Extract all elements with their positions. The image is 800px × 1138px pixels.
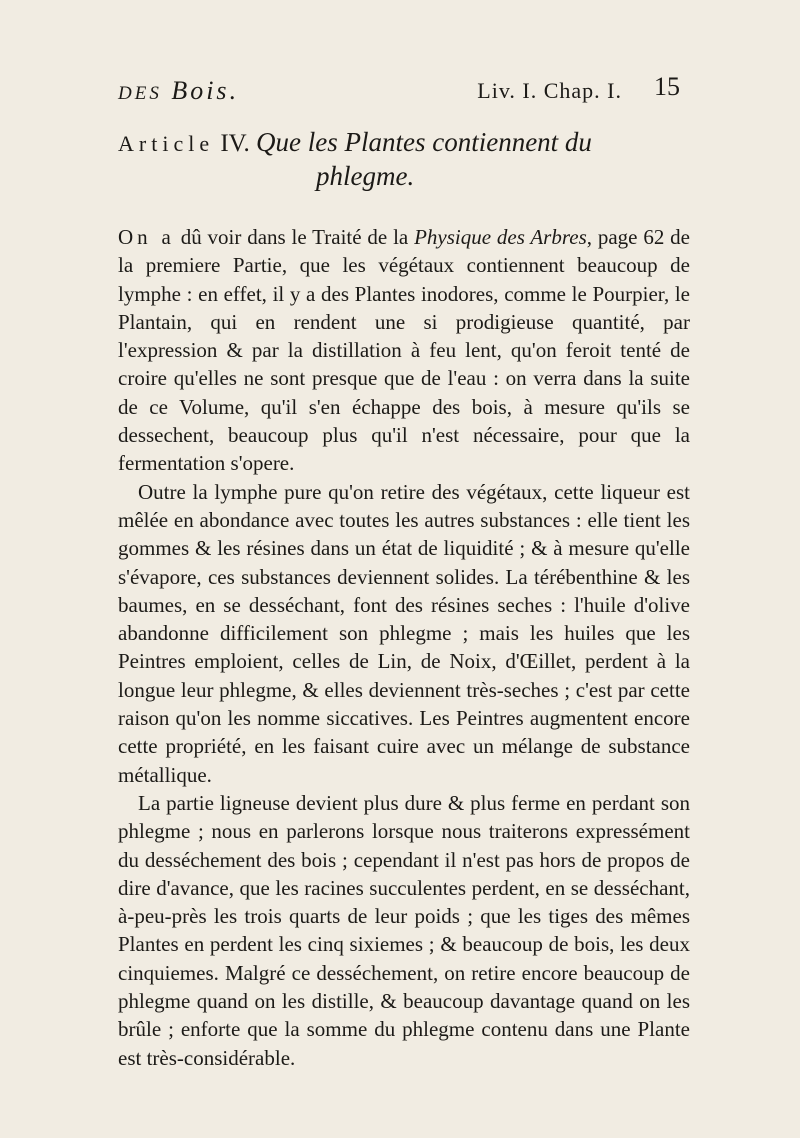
body-text [118,223,690,1072]
article-title-line1: Que les Plantes contiennent du [256,127,592,157]
paragraph-3: La partie ligneuse devient plus dure & plus ferme en perdant son phlegme ; nous en parlerons lorsque nous traiterons expressément du desséchement des bois ; cependant il n'est pas hors de propos de dire d'avance, que les racines succulentes perdent, en se desséchant, à-peu-près les trois quarts de leur poids ; que les tiges des mêmes Plantes en perdent les cinq sixiemes ; & beaucoup de bois, les deux cinquiemes. Malgré ce desséchement, on retire encore beaucoup de phlegme quand on les distille, & beaucoup davantage quand on les brûle ; enforte que la somme du phlegme contenu dans une Plante est très-considérable. [118,790,690,1070]
running-head-des: DES [118,83,162,104]
book-reference: Physique des Arbres [414,225,587,249]
paragraph-2: Outre la lymphe pure qu'on retire des végétaux, cette liqueur est mêlée en abondance avec toutes les autres substances : elle tient les gommes & les résines dans un état de liquidité ; & à mesure qu'elle s'évapore, ces substances deviennent solides. La térébenthine & les baumes, en se desséchant, font des résines seches : l'huile d'olive abandonne difficilement son phlegme ; mais les huiles que les Peintres emploient, celles de Lin, de Noix, d'Œillet, perdent à la longue leur phlegme, & elles deviennent très-seches ; c'est par cette raison qu'on les nomme siccatives. Les Peintres augmentent encore cette propriété, en les faisant cuire avec un mélange de substance métallique. [118,479,690,787]
paragraph-1-pre: dû voir dans le Traité de la [174,225,415,249]
running-head-bois: Bois [171,76,230,105]
running-head-title: DES Bois. [118,76,240,105]
paragraph-1-text: , page 62 de la premiere Partie, que les végétaux contiennent beaucoup de lymphe : en effet, il y a des Plantes inodores, comme le Pourpier, le Plantain, qui en rendent une si prodigieuse quantité, par l'expression & par la distillation à feu lent, qu'on feroit tenté de croire qu'elles ne sont presque que de l'eau : on verra dans la suite de ce Volume, qu'il s'en échappe des bois, à mesure qu'ils se dessechent, beaucoup plus qu'il n'est nécessaire, pour que la fermentation s'opere. [118,225,690,476]
article-heading [118,126,688,193]
article-title-line2: phlegme. [316,161,415,191]
page-number: 15 [654,72,680,101]
article-number: IV. [220,130,250,157]
paragraph-lead: On a [118,225,175,249]
running-head [118,70,680,110]
running-head-chapter: Liv. I. Chap. I. [477,78,622,103]
paragraph-1 [118,223,690,478]
article-label: Article [118,131,215,156]
